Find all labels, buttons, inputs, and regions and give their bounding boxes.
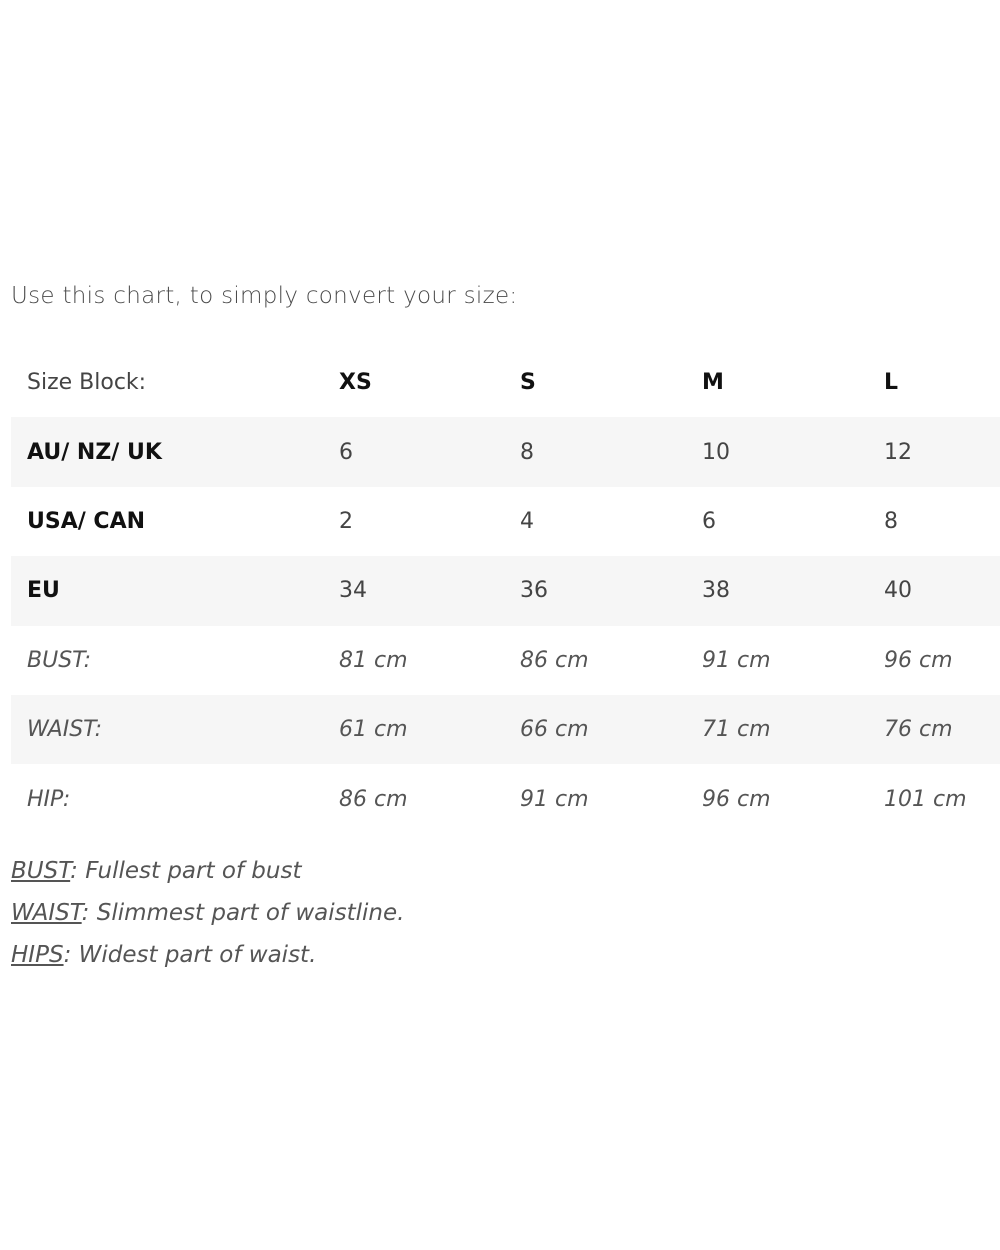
note-bust: [11, 852, 404, 894]
row-label: WAIST:: [27, 717, 102, 743]
table-header-row: [11, 348, 1000, 417]
table-cell: 86 cm: [520, 647, 589, 673]
size-block-label: Size Block:: [27, 370, 147, 396]
note-term: BUST: [11, 858, 71, 884]
row-label: EU: [27, 578, 60, 604]
table-row-hip: [11, 764, 1000, 833]
table-cell: 96 cm: [702, 786, 771, 812]
table-row-waist: [11, 695, 1000, 764]
row-label: USA/ CAN: [27, 508, 146, 534]
table-cell: 4: [520, 508, 534, 534]
table-cell: 81 cm: [339, 647, 408, 673]
row-label: BUST:: [27, 647, 91, 673]
table-cell: 91 cm: [702, 647, 771, 673]
table-cell: 38: [702, 578, 730, 604]
table-cell: 71 cm: [702, 717, 771, 743]
table-cell: 34: [339, 578, 367, 604]
table-cell: 91 cm: [520, 786, 589, 812]
table-cell: 66 cm: [520, 717, 589, 743]
note-waist: [11, 894, 404, 936]
table-row-eu: [11, 556, 1000, 625]
table-row-au-nz-uk: [11, 417, 1000, 486]
table-row-bust: [11, 626, 1000, 695]
table-row-usa-can: [11, 487, 1000, 556]
note-term: HIPS: [11, 942, 64, 968]
size-header-xs: XS: [339, 370, 372, 396]
intro-text: Use this chart, to simply convert your size:: [11, 283, 518, 309]
table-cell: 61 cm: [339, 717, 408, 743]
table-cell: 96 cm: [884, 647, 953, 673]
table-cell: 2: [339, 508, 353, 534]
note-text: : Fullest part of bust: [70, 858, 302, 884]
table-cell: 8: [884, 508, 898, 534]
table-cell: 40: [884, 578, 912, 604]
table-cell: 86 cm: [339, 786, 408, 812]
note-text: : Widest part of waist.: [63, 942, 317, 968]
note-hips: [11, 936, 404, 978]
note-text: : Slimmest part of waistline.: [81, 900, 405, 926]
measurement-notes: [11, 852, 404, 978]
table-cell: 6: [702, 508, 716, 534]
size-header-m: M: [702, 370, 724, 396]
size-header-s: S: [520, 370, 536, 396]
table-cell: 6: [339, 439, 353, 465]
note-term: WAIST: [11, 900, 82, 926]
size-header-l: L: [884, 370, 899, 396]
table-cell: 101 cm: [884, 786, 967, 812]
table-cell: 12: [884, 439, 912, 465]
table-cell: 8: [520, 439, 534, 465]
row-label: HIP:: [27, 786, 71, 812]
table-cell: 76 cm: [884, 717, 953, 743]
row-label: AU/ NZ/ UK: [27, 439, 162, 465]
table-cell: 36: [520, 578, 548, 604]
size-chart-table: [11, 348, 1000, 834]
table-cell: 10: [702, 439, 730, 465]
